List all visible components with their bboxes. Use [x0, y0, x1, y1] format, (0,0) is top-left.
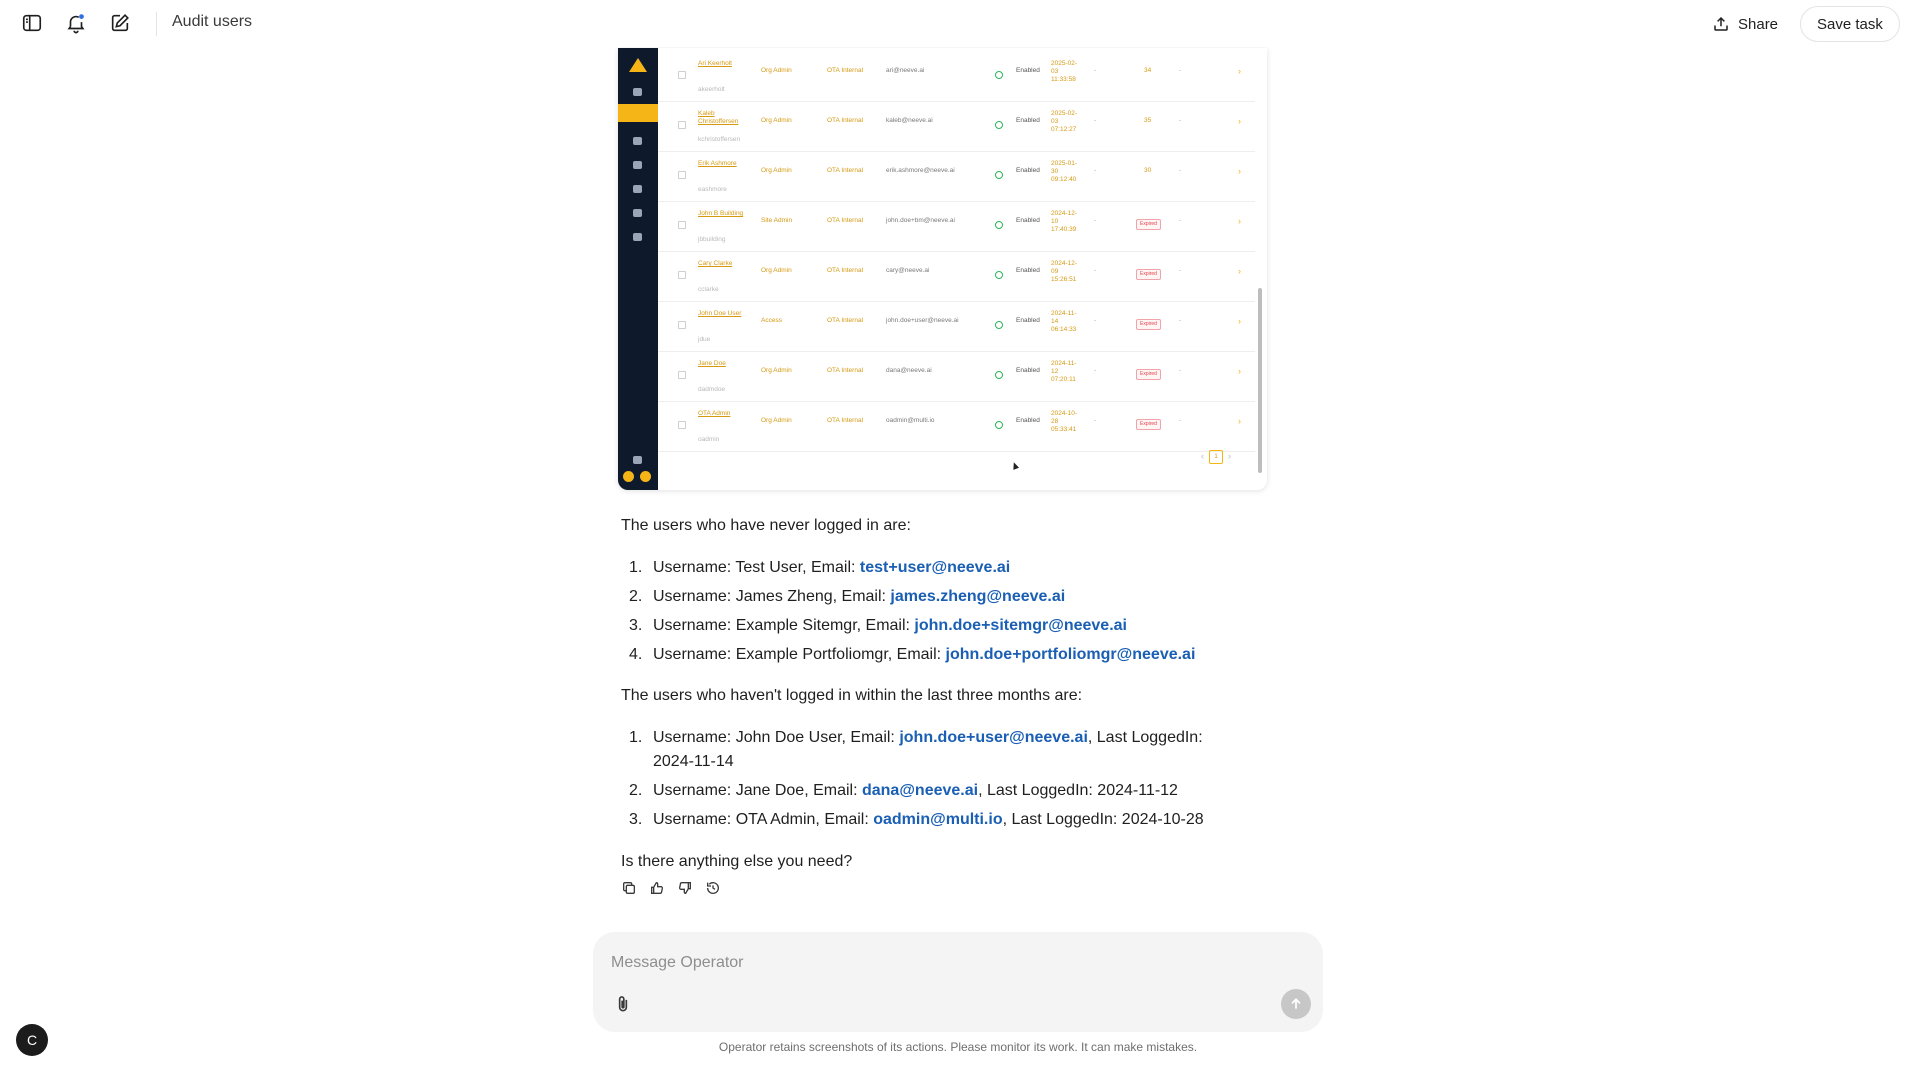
user-handle: kchristoffersen	[698, 136, 741, 143]
stale-users-intro: The users who haven't logged in within the last three months are:	[621, 687, 1083, 704]
table-row	[658, 152, 1255, 202]
share-button[interactable]	[1702, 7, 1790, 41]
user-name-link: Cary Clarke	[698, 260, 733, 267]
empty-cell: -	[1179, 367, 1182, 374]
message-input[interactable]	[611, 950, 1211, 976]
empty-cell: -	[1179, 217, 1182, 224]
user-email: erik.ashmore@neeve.ai	[886, 167, 955, 174]
pager-next-icon: ›	[1228, 451, 1231, 461]
user-role: Site Admin	[761, 217, 793, 224]
email-link[interactable]: john.doe+user@neeve.ai	[899, 729, 1088, 746]
user-name-link: Erik Ashmore	[698, 160, 737, 167]
user-name-link: Jane Doe	[698, 360, 726, 367]
chevron-right-icon: ›	[1238, 66, 1241, 76]
stale-users-list	[621, 726, 1261, 837]
user-role: Org Admin	[761, 67, 792, 74]
task-title: Audit users	[172, 13, 253, 30]
last-login-date: 2024-11-14 06:14:33	[1051, 310, 1077, 333]
user-role: Org Admin	[761, 117, 792, 124]
empty-cell: -	[1094, 367, 1097, 374]
list-text: Username: Jane Doe, Email:	[653, 782, 862, 799]
empty-cell: -	[1094, 167, 1097, 174]
message-composer	[593, 932, 1323, 1032]
new-task-icon[interactable]	[107, 10, 133, 36]
row-checkbox	[678, 221, 686, 229]
empty-cell: -	[1179, 117, 1182, 124]
user-name-link: John Doe User	[698, 310, 742, 317]
user-handle: oadmin	[698, 436, 720, 443]
chevron-right-icon: ›	[1238, 366, 1241, 376]
user-status: Enabled	[1016, 167, 1040, 174]
list-number: 1.	[629, 729, 643, 746]
list-item	[621, 556, 1261, 580]
nav-icon	[633, 161, 642, 169]
user-name-link: Ari Keerholt	[698, 60, 732, 67]
list-text: Username: Example Portfoliomgr, Email:	[653, 646, 946, 663]
check-circle-icon	[995, 271, 1003, 279]
list-item	[621, 614, 1261, 638]
empty-cell: -	[1179, 167, 1182, 174]
user-org: OTA Internal	[827, 367, 864, 374]
status-badge: Expired	[1136, 219, 1161, 230]
list-number: 2.	[629, 782, 643, 799]
status-badge: Expired	[1136, 369, 1161, 380]
list-suffix: , Last LoggedIn: 2024-11-12	[978, 782, 1178, 799]
user-org: OTA Internal	[827, 317, 864, 324]
user-name-link: OTA Admin	[698, 410, 731, 417]
last-login-date: 2025-02-03 07:12:27	[1051, 110, 1078, 133]
email-link[interactable]: test+user@neeve.ai	[859, 559, 1011, 576]
list-number: 2.	[629, 588, 643, 605]
empty-cell: -	[1094, 417, 1097, 424]
list-text: Username: Example Sitemgr, Email:	[653, 617, 915, 634]
user-role: Org Admin	[761, 167, 792, 174]
list-text: Username: John Doe User, Email:	[653, 729, 900, 746]
never-logged-intro: The users who have never logged in are:	[621, 517, 911, 534]
last-login-date: 2024-11-12 07:20:11	[1051, 360, 1077, 383]
status-badge: Expired	[1136, 269, 1161, 280]
user-handle: jbbuilding	[698, 236, 726, 243]
empty-cell: -	[1179, 267, 1182, 274]
empty-cell: -	[1179, 67, 1182, 74]
list-item	[621, 779, 1261, 803]
user-role: Access	[761, 317, 782, 324]
thumbs-down-icon[interactable]	[676, 879, 694, 897]
user-name-link: John B Building	[698, 210, 744, 217]
attach-icon[interactable]	[611, 992, 635, 1016]
list-suffix: , Last LoggedIn: 2024-10-28	[1002, 811, 1204, 828]
user-status: Enabled	[1016, 417, 1040, 424]
user-org: OTA Internal	[827, 267, 864, 274]
user-org: OTA Internal	[827, 167, 864, 174]
user-status: Enabled	[1016, 317, 1040, 324]
pager-current-page: 1	[1209, 450, 1223, 464]
user-org: OTA Internal	[827, 217, 864, 224]
notifications-icon[interactable]	[63, 10, 89, 36]
empty-cell: -	[1094, 117, 1097, 124]
user-email: cary@neeve.ai	[886, 267, 930, 274]
email-link[interactable]: john.doe+sitemgr@neeve.ai	[914, 617, 1127, 634]
nav-active-item	[618, 104, 658, 122]
profile-icon	[640, 471, 651, 482]
nav-icon	[633, 185, 642, 193]
login-count: 35	[1144, 117, 1152, 124]
table-row	[658, 52, 1255, 102]
app-sidebar	[618, 48, 658, 490]
nav-icon	[633, 456, 642, 464]
list-item	[621, 726, 1241, 774]
last-login-date: 2024-12-09 15:26:51	[1051, 260, 1078, 283]
chevron-right-icon: ›	[1238, 316, 1241, 326]
last-login-date: 2024-12-10 17:40:39	[1051, 210, 1078, 233]
pager-prev-icon: ‹	[1201, 451, 1204, 461]
row-checkbox	[678, 371, 686, 379]
empty-cell: -	[1094, 217, 1097, 224]
user-status: Enabled	[1016, 117, 1040, 124]
save-task-button[interactable]: Save task	[1800, 6, 1900, 42]
table-row	[658, 352, 1255, 402]
list-number: 3.	[629, 617, 643, 634]
chevron-right-icon: ›	[1238, 216, 1241, 226]
list-number: 4.	[629, 646, 643, 663]
user-name-link: Kaleb Christoffersen	[698, 110, 739, 125]
chevron-right-icon: ›	[1238, 416, 1241, 426]
copy-icon[interactable]	[620, 879, 638, 897]
row-checkbox	[678, 71, 686, 79]
empty-cell: -	[1179, 317, 1182, 324]
status-badge: Expired	[1136, 319, 1161, 330]
chevron-right-icon: ›	[1238, 116, 1241, 126]
row-checkbox	[678, 271, 686, 279]
share-icon	[1712, 15, 1730, 33]
user-org: OTA Internal	[827, 67, 864, 74]
operator-screenshot	[618, 48, 1267, 490]
email-link[interactable]: john.doe+portfoliomgr@neeve.ai	[945, 646, 1196, 663]
user-avatar[interactable]: C	[16, 1024, 48, 1056]
screenshot-scrollbar	[1258, 288, 1262, 473]
user-email: kaleb@neeve.ai	[886, 117, 933, 124]
list-suffix: , Last LoggedIn: 2024-11-14	[653, 729, 1203, 770]
nav-icon	[633, 137, 642, 145]
empty-cell: -	[1094, 267, 1097, 274]
list-item	[621, 585, 1261, 609]
share-label: Share	[1738, 15, 1779, 33]
table-row	[658, 302, 1255, 352]
email-link[interactable]: oadmin@multi.io	[873, 811, 1003, 828]
list-item	[621, 643, 1261, 667]
check-circle-icon	[995, 221, 1003, 229]
send-button[interactable]	[1281, 989, 1311, 1019]
user-handle: cclarke	[698, 286, 719, 293]
email-link[interactable]: dana@neeve.ai	[861, 782, 979, 799]
row-checkbox	[678, 171, 686, 179]
list-number: 1.	[629, 559, 643, 576]
empty-cell: -	[1179, 417, 1182, 424]
list-text: Username: Test User, Email:	[653, 559, 860, 576]
topbar-divider	[156, 12, 157, 36]
disclaimer: Operator retains screenshots of its actions. Please monitor its work. It can make mistakes.	[718, 1040, 1198, 1054]
user-role: Org Admin	[761, 417, 792, 424]
last-login-date: 2025-01-30 09:12:40	[1051, 160, 1078, 183]
nav-icon	[633, 88, 642, 96]
chevron-right-icon: ›	[1238, 266, 1241, 276]
message-actions	[620, 879, 722, 897]
user-org: OTA Internal	[827, 417, 864, 424]
user-email: dana@neeve.ai	[886, 367, 932, 374]
user-handle: akeerholt	[698, 86, 725, 93]
nav-icon	[633, 233, 642, 241]
nav-icon	[633, 209, 642, 217]
user-status: Enabled	[1016, 67, 1040, 74]
login-count: 34	[1144, 67, 1152, 74]
user-handle: jdue	[698, 336, 711, 343]
last-login-date: 2025-02-03 11:33:58	[1051, 60, 1078, 83]
user-email: john.doe+bm@neeve.ai	[886, 217, 955, 224]
check-circle-icon	[995, 371, 1003, 379]
list-number: 3.	[629, 811, 643, 828]
row-checkbox	[678, 421, 686, 429]
closing-question: Is there anything else you need?	[621, 853, 853, 870]
table-row	[658, 102, 1255, 152]
sidebar-toggle-icon[interactable]	[19, 10, 45, 36]
user-handle: dadmdoe	[698, 386, 726, 393]
help-icon	[623, 471, 634, 482]
check-circle-icon	[995, 171, 1003, 179]
user-status: Enabled	[1016, 367, 1040, 374]
table-row	[658, 202, 1255, 252]
check-circle-icon	[995, 321, 1003, 329]
never-logged-list	[621, 556, 1261, 672]
retry-icon[interactable]	[704, 879, 722, 897]
user-org: OTA Internal	[827, 117, 864, 124]
table-row	[658, 402, 1255, 452]
row-checkbox	[678, 121, 686, 129]
last-login-date: 2024-10-28 05:33:41	[1051, 410, 1078, 433]
user-email: oadmin@multi.io	[886, 417, 935, 424]
thumbs-up-icon[interactable]	[648, 879, 666, 897]
table-row	[658, 252, 1255, 302]
login-count: 30	[1144, 167, 1152, 174]
row-checkbox	[678, 321, 686, 329]
email-link[interactable]: james.zheng@neeve.ai	[890, 588, 1066, 605]
empty-cell: -	[1094, 317, 1097, 324]
empty-cell: -	[1094, 67, 1097, 74]
list-text: Username: OTA Admin, Email:	[653, 811, 874, 828]
user-email: ari@neeve.ai	[886, 67, 925, 74]
user-role: Org Admin	[761, 267, 792, 274]
user-role: Org Admin	[761, 367, 792, 374]
check-circle-icon	[995, 71, 1003, 79]
arrow-up-icon	[1288, 996, 1304, 1012]
list-item	[621, 808, 1261, 832]
top-bar	[0, 0, 1916, 47]
user-email: john.doe+user@neeve.ai	[886, 317, 959, 324]
list-text: Username: James Zheng, Email:	[653, 588, 891, 605]
app-logo	[629, 58, 647, 72]
chevron-right-icon: ›	[1238, 166, 1241, 176]
user-handle: eashmore	[698, 186, 727, 193]
check-circle-icon	[995, 121, 1003, 129]
user-status: Enabled	[1016, 267, 1040, 274]
user-status: Enabled	[1016, 217, 1040, 224]
status-badge: Expired	[1136, 419, 1161, 430]
check-circle-icon	[995, 421, 1003, 429]
users-table	[658, 48, 1255, 490]
